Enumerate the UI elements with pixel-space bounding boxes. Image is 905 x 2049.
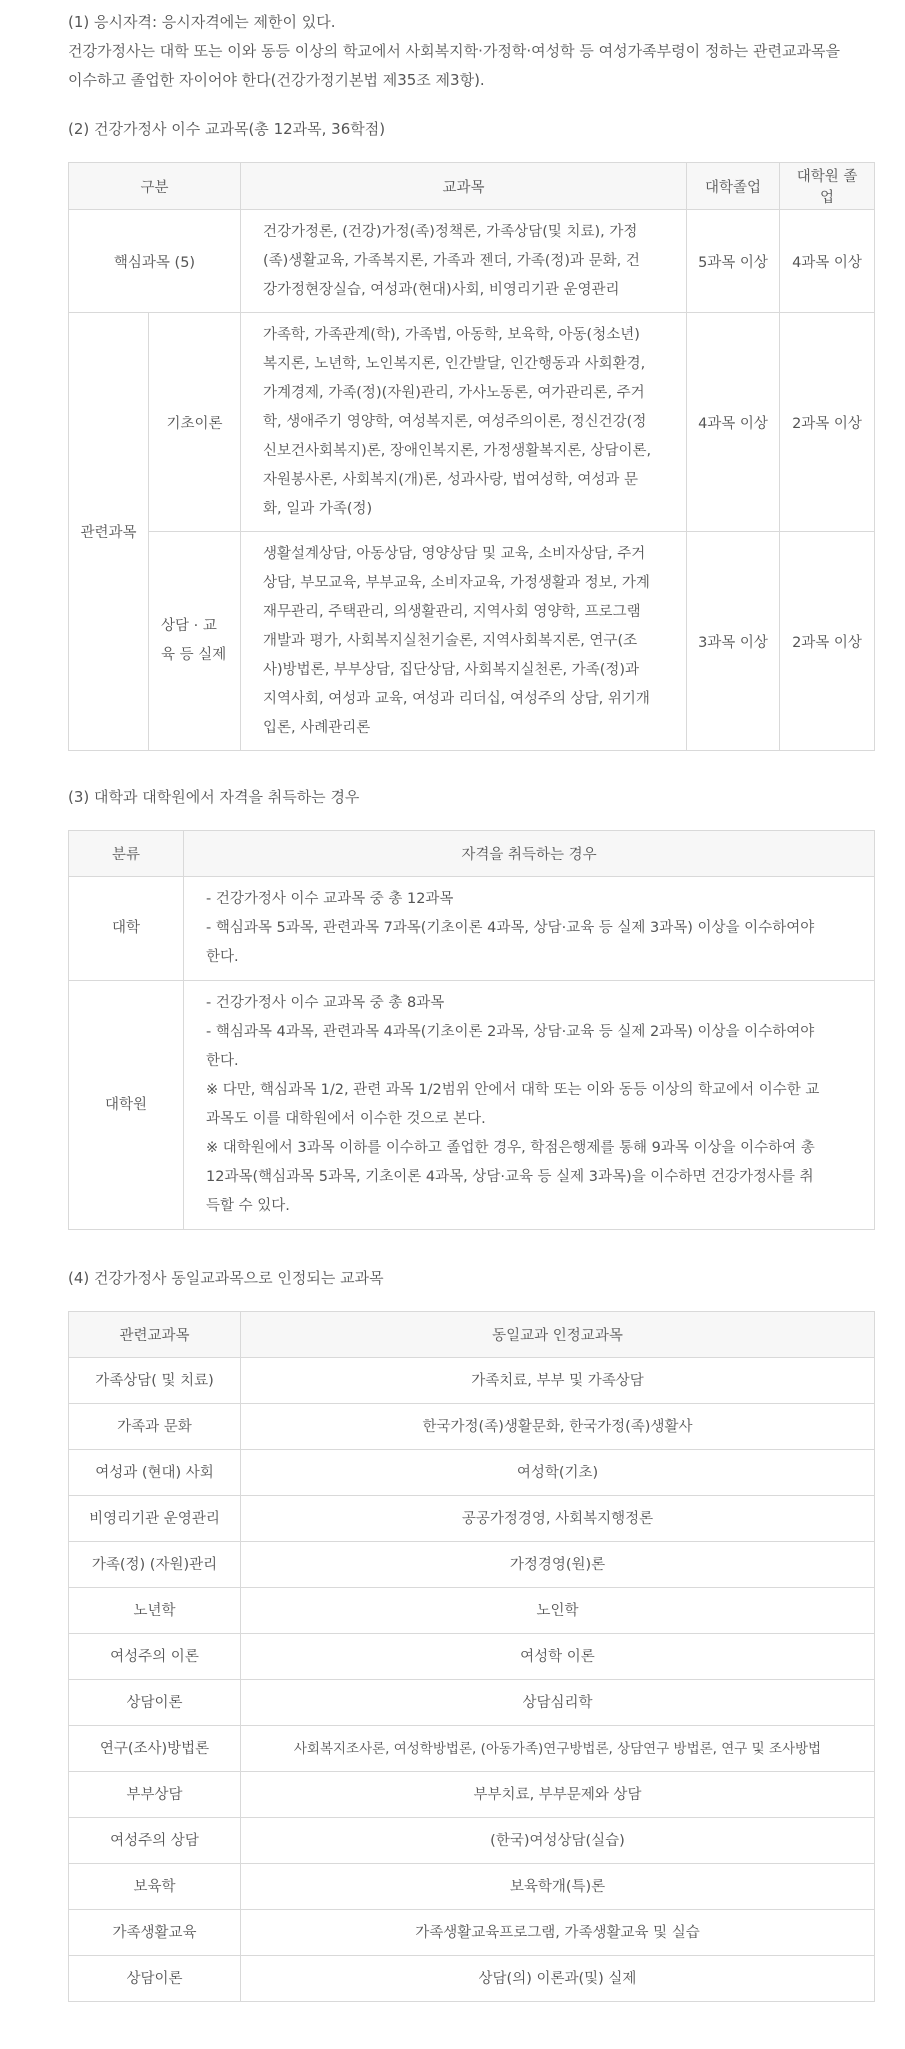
college-line: 한다. <box>206 949 239 965</box>
table-row <box>69 1910 875 1956</box>
equivalent-subject: 한국가정(족)생활문화, 한국가정(족)생활사 <box>241 1404 875 1450</box>
equivalent-subject: 노인학 <box>241 1588 875 1634</box>
related-subject: 가족상담( 및 치료) <box>69 1358 241 1404</box>
related-subject: 가족생활교육 <box>69 1910 241 1956</box>
core-label: 핵심과목 (5) <box>69 210 241 313</box>
college-line: - 핵심과목 5과목, 관련과목 7과목(기초이론 4과목, 상담·교육 등 실제 3과목) 이상을 이수하여야 <box>206 920 815 936</box>
practice-subjects <box>241 532 687 751</box>
equivalent-section <box>68 1267 874 1289</box>
practice-row <box>69 532 875 751</box>
practice-line: 입론, 사례관리론 <box>263 719 371 736</box>
core-line: 건강가정론, (건강)가정(족)정책론, 가족상담(및 치료), 가정 <box>263 223 638 240</box>
table-row <box>69 1772 875 1818</box>
table-row <box>69 1634 875 1680</box>
acquisition-header-row <box>69 831 875 877</box>
basic-line: 자원봉사론, 사회복지(개)론, 성과사랑, 법여성학, 여성과 문 <box>263 471 638 488</box>
header-classification: 분류 <box>69 831 184 877</box>
table-row <box>69 1864 875 1910</box>
eligibility-line-3: 이수하고 졸업한 자이어야 한다(건강가정기본법 제35조 제3항). <box>68 71 485 89</box>
college-row <box>69 877 875 981</box>
header-college: 대학졸업 <box>687 163 780 210</box>
related-label: 관련과목 <box>69 313 149 751</box>
table-row <box>69 1726 875 1772</box>
practice-line: 상담, 부모교육, 부부교육, 소비자교육, 가정생활과 정보, 가계 <box>263 574 650 591</box>
basic-line: 학, 생애주기 영양학, 여성복지론, 여성주의이론, 정신건강(정 <box>263 413 647 430</box>
equivalent-header-row <box>69 1312 875 1358</box>
curriculum-table-wrap <box>68 162 874 751</box>
core-line: (족)생활교육, 가족복지론, 가족과 젠더, 가족(정)과 문화, 건 <box>263 252 640 269</box>
equivalent-subject: (한국)여성상담(실습) <box>241 1818 875 1864</box>
curriculum-heading: (2) 건강가정사 이수 교과목(총 12과목, 36학점) <box>68 120 386 138</box>
practice-line: 사)방법론, 부부상담, 집단상담, 사회복지실천론, 가족(정)과 <box>263 661 640 678</box>
equivalent-subject: 가족치료, 부부 및 가족상담 <box>241 1358 875 1404</box>
practice-line: 재무관리, 주택관리, 의생활관리, 지역사회 영양학, 프로그램 <box>263 603 641 620</box>
grad-line: 득할 수 있다. <box>206 1198 290 1214</box>
core-row <box>69 210 875 313</box>
core-grad: 4과목 이상 <box>780 210 875 313</box>
college-label: 대학 <box>69 877 184 981</box>
basic-line: 가족학, 가족관계(학), 가족법, 아동학, 보육학, 아동(청소년) <box>263 326 640 343</box>
basic-label: 기초이론 <box>149 313 241 532</box>
related-subject: 가족(정) (자원)관리 <box>69 1542 241 1588</box>
basic-row <box>69 313 875 532</box>
grad-line: - 핵심과목 4과목, 관련과목 4과목(기초이론 2과목, 상담·교육 등 실제 2과목) 이상을 이수하여야 <box>206 1024 815 1040</box>
practice-line: 생활설계상담, 아동상담, 영양상담 및 교육, 소비자상담, 주거 <box>263 545 646 562</box>
basic-line: 신보건사회복지)론, 장애인복지론, 가정생활복지론, 상담이론, <box>263 442 652 459</box>
eligibility-line-2: 건강가정사는 대학 또는 이와 동등 이상의 학교에서 사회복지학·가정학·여성학 등 여성가족부령이 정하는 관련교과목을 <box>68 42 840 60</box>
header-related-subject: 관련교과목 <box>69 1312 241 1358</box>
related-subject: 부부상담 <box>69 1772 241 1818</box>
eligibility-line-1: (1) 응시자격: 응시자격에는 제한이 있다. <box>68 13 336 31</box>
related-subject: 상담이론 <box>69 1680 241 1726</box>
related-subject: 여성주의 이론 <box>69 1634 241 1680</box>
equivalent-heading: (4) 건강가정사 동일교과목으로 인정되는 교과목 <box>68 1269 384 1287</box>
header-cases: 자격을 취득하는 경우 <box>184 831 875 877</box>
acquisition-table <box>68 830 875 1230</box>
table-row <box>69 1818 875 1864</box>
eligibility-section <box>68 8 874 95</box>
curriculum-section <box>68 118 874 140</box>
related-subject: 여성주의 상담 <box>69 1818 241 1864</box>
equivalent-table <box>68 1311 875 2002</box>
college-line: - 건강가정사 이수 교과목 중 총 12과목 <box>206 891 454 907</box>
practice-line: 개발과 평가, 사회복지실천기술론, 지역사회복지론, 연구(조 <box>263 632 638 649</box>
acquisition-table-wrap <box>68 830 874 1230</box>
header-subjects: 교과목 <box>241 163 687 210</box>
equivalent-subject: 가정경영(원)론 <box>241 1542 875 1588</box>
table-row <box>69 1404 875 1450</box>
grad-row <box>69 981 875 1230</box>
table-row <box>69 1496 875 1542</box>
equivalent-subject: 상담심리학 <box>241 1680 875 1726</box>
core-line: 강가정현장실습, 여성과(현대)사회, 비영리기관 운영관리 <box>263 281 620 298</box>
related-subject: 비영리기관 운영관리 <box>69 1496 241 1542</box>
basic-line: 복지론, 노년학, 노인복지론, 인간발달, 인간행동과 사회환경, <box>263 355 646 372</box>
table-row <box>69 1450 875 1496</box>
basic-grad: 2과목 이상 <box>780 313 875 532</box>
equivalent-subject: 공공가정경영, 사회복지행정론 <box>241 1496 875 1542</box>
table-row <box>69 1956 875 2002</box>
table-row <box>69 1358 875 1404</box>
practice-label-line: 육 등 실제 <box>161 647 227 663</box>
acquisition-heading: (3) 대학과 대학원에서 자격을 취득하는 경우 <box>68 788 360 806</box>
grad-line: 12과목(핵심과목 5과목, 기초이론 4과목, 상담·교육 등 실제 3과목)을 이수하면 건강가정사를 취 <box>206 1169 814 1185</box>
grad-line: - 건강가정사 이수 교과목 중 총 8과목 <box>206 995 445 1011</box>
grad-line: 한다. <box>206 1053 239 1069</box>
basic-line: 화, 일과 가족(정) <box>263 500 373 517</box>
grad-content <box>184 981 875 1230</box>
equivalent-subject: 보육학개(특)론 <box>241 1864 875 1910</box>
core-subjects <box>241 210 687 313</box>
table-row <box>69 1680 875 1726</box>
acquisition-section <box>68 786 874 808</box>
practice-label-line: 상담 · 교 <box>161 618 217 634</box>
grad-label: 대학원 <box>69 981 184 1230</box>
equivalent-subject: 사회복지조사론, 여성학방법론, (아동가족)연구방법론, 상담연구 방법론, 연구 및 조사방법 <box>241 1726 875 1772</box>
practice-college: 3과목 이상 <box>687 532 780 751</box>
grad-line: ※ 대학원에서 3과목 이하를 이수하고 졸업한 경우, 학점은행제를 통해 9과목 이상을 이수하여 총 <box>206 1140 815 1156</box>
equivalent-subject: 부부치료, 부부문제와 상담 <box>241 1772 875 1818</box>
basic-college: 4과목 이상 <box>687 313 780 532</box>
practice-line: 지역사회, 여성과 교육, 여성과 리더십, 여성주의 상담, 위기개 <box>263 690 650 707</box>
college-content <box>184 877 875 981</box>
grad-line: ※ 다만, 핵심과목 1/2, 관련 과목 1/2범위 안에서 대학 또는 이와 동등 이상의 학교에서 이수한 교 <box>206 1082 820 1098</box>
curriculum-table <box>68 162 875 751</box>
related-subject: 가족과 문화 <box>69 1404 241 1450</box>
table-row <box>69 1588 875 1634</box>
equivalent-subject: 여성학(기초) <box>241 1450 875 1496</box>
header-category: 구분 <box>69 163 241 210</box>
related-subject: 노년학 <box>69 1588 241 1634</box>
header-equivalent-subject: 동일교과 인정교과목 <box>241 1312 875 1358</box>
practice-grad: 2과목 이상 <box>780 532 875 751</box>
grad-line: 과목도 이를 대학원에서 이수한 것으로 본다. <box>206 1111 486 1127</box>
related-subject: 상담이론 <box>69 1956 241 2002</box>
basic-line: 가계경제, 가족(정)(자원)관리, 가사노동론, 여가관리론, 주거 <box>263 384 645 401</box>
basic-subjects <box>241 313 687 532</box>
related-subject: 보육학 <box>69 1864 241 1910</box>
equivalent-subject: 가족생활교육프로그램, 가족생활교육 및 실습 <box>241 1910 875 1956</box>
equivalent-subject: 여성학 이론 <box>241 1634 875 1680</box>
curriculum-header-row <box>69 163 875 210</box>
core-college: 5과목 이상 <box>687 210 780 313</box>
equivalent-subject: 상담(의) 이론과(및) 실제 <box>241 1956 875 2002</box>
related-subject: 연구(조사)방법론 <box>69 1726 241 1772</box>
related-subject: 여성과 (현대) 사회 <box>69 1450 241 1496</box>
practice-label <box>149 532 241 751</box>
equivalent-table-wrap <box>68 1311 874 2002</box>
table-row <box>69 1542 875 1588</box>
header-grad: 대학원 졸업 <box>780 163 875 210</box>
